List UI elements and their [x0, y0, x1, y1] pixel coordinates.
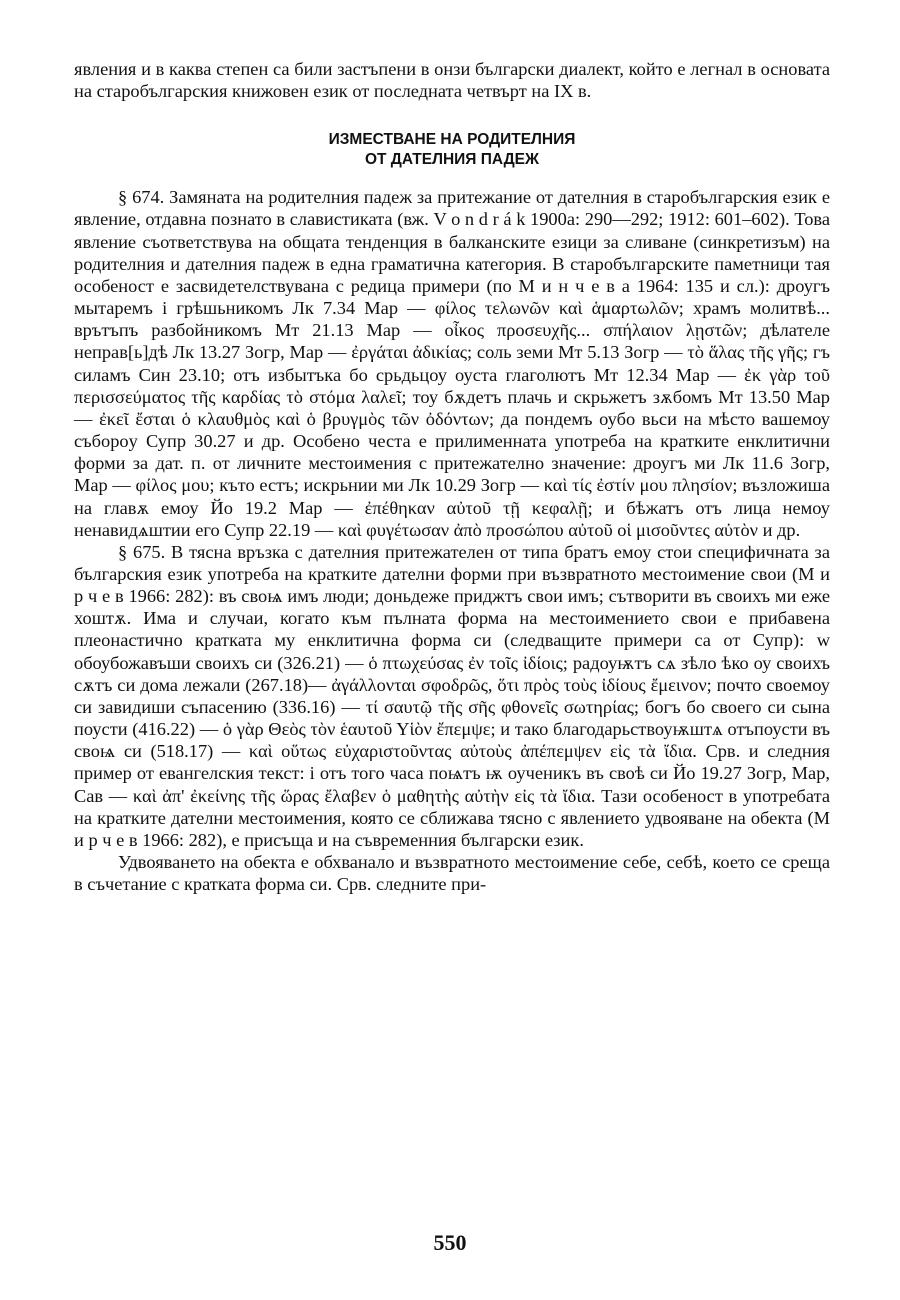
intro-paragraph: явления и в каква степен са били застъпени в онзи български диалект, който е легнал в основата на старобългарския книжовен език от последната четвърт на IX в.: [74, 59, 830, 102]
paragraph-675: § 675. В тясна връзка с дателния притежателен от типа братъ емоу стои специфичната за българския език употреба на кратките дателни форми при възвратното местоимение свои (М и р ч е в 1966: 282): въ своѩ имъ люди; доньдеже приджтъ свои имъ; сътворити въ своихъ ми еже хоштѫ. Има и случаи, когато към пълната форма на местоимението свои е прибавена плеонастично кратката му енклитична форма си (следващите примери са от Супр): w обоубожавъши своихъ си (326.21) — ὁ πτωχεύσας ἐν τοῖς ἰδίοις; радоуѭтъ сѧ зѣло ѣко оу своихъ сѫтъ си дома лежали (267.18)— ἀγάλλονται σφοδρῶς, ὅτι πρὸς τοὺς ἰδίους ἔμεινον; почто своемоу си завидиши съпасению (336.16) — τί σαυτῷ τῆς σῆς φθονεῖς σωτηρίας; богъ бо своего си сына поусти (416.22) — ὁ γὰρ Θεὸς τὸν ἑαυτοῦ Υἱὸν ἔπεμψε; и тако благодарьствоуѭштѧ отъпоусти въ своѩ си (518.17) — καὶ οὕτως εὐχαριστοῦντας αὐτοὺς ἀπέπεμψεν εἰς τὰ ἴδια. Срв. и следния пример от евангелския текст: i отъ того часа поѩтъ ѭ оученикъ въ своѣ си Йо 19.27 Зогр, Мар, Сав — καὶ ἀπ' ἐκείνης τῆς ὥρας ἔλαβεν ὁ μαθητὴς αὐτὴν εἰς τὰ ἴδια. Тази особеност в употребата на кратките дателни местоимения, която се сближава тясно с явлението удвояване на обекта (М и р ч е в 1966: 282), е присъща и на съвременния български език.: [74, 541, 830, 850]
page-body: [74, 58, 830, 895]
section-title-line-1: ИЗМЕСТВАНЕ НА РОДИТЕЛНИЯ: [328, 131, 576, 149]
paragraph-object-doubling: Удвояването на обекта е обхванало и възвратното местоимение себе, себѣ, което се среща в съчетание с кратката форма си. Срв. следните при-: [74, 852, 830, 895]
paragraph-674: § 674. Замяната на родителния падеж за притежание от дателния в старобългарския език е явление, отдавна познато в славистиката (вж. V o n d r á k 1900a: 290—292; 1912: 601–602). Това явление съответствува на общата тенденция в балканските езици за сливане (синкретизъм) на родителния и дателния падеж в една граматична категория. В старобългарските паметници тая особеност е засвидетелствувана с редица примери (по М и н ч е в а 1964: 135 и сл.): дроугъ мытаремъ i грѣшьникомъ Лк 7.34 Мар — φίλος τελωνῶν καὶ ἁμαρτωλῶν; храмъ молитвѣ... врътъпъ разбойникомъ Мт 21.13 Мар — οἶκος προσευχῆς... σπήλαιον λῃστῶν; дѣлателе неправ[ь]дѣ Лк 13.27 Зогр, Мар — ἐργάται ἀδικίας; соль земи Мт 5.13 Зогр — τὸ ἅλας τῆς γῆς; гъ силамъ Син 23.10; отъ избытъка бо срьдьцоу оуста глаголютъ Мт 12.34 Мар — ἐκ γὰρ τοῦ περισσεύματος τῆς καρδίας τὸ στόμα λαλεῖ; тоу бѫдетъ плачь и скрьжетъ зѫбомъ Мт 13.50 Мар — ἐκεῖ ἔσται ὁ κλαυθμὸς καὶ ὁ βρυγμὸς τῶν ὀδόντων; да пондемъ оубо вьси на мѣсто вашемоу съборoу Супр 30.27 и др. Особено честа е прилименната употреба на кратките енклитични форми за дат. п. от личните местоимения с притежателно значение: дроугъ ми Лк 11.6 Зогр, Мар — φίλος μου; къто естъ; искрьнии ми Лк 10.29 Зогр — καὶ τίς ἐστίν μου πλησίον; възложиша на главѫ емоу Йо 19.2 Мар — ἐπέθηκαν αὐτοῦ τῇ κεφαλῇ; и бѣжатъ отъ лица немоу ненавидѧштии его Супр 22.19 — καὶ φυγέτωσαν ἀπὸ προσώπου αὐτοῦ οἱ μισοῦντες αὐτὸν и др.: [74, 187, 830, 540]
page-number: 550: [433, 1230, 467, 1255]
section-title: [74, 130, 830, 170]
section-title-line-2: ОТ ДАТЕЛНИЯ ПАДЕЖ: [364, 151, 540, 169]
